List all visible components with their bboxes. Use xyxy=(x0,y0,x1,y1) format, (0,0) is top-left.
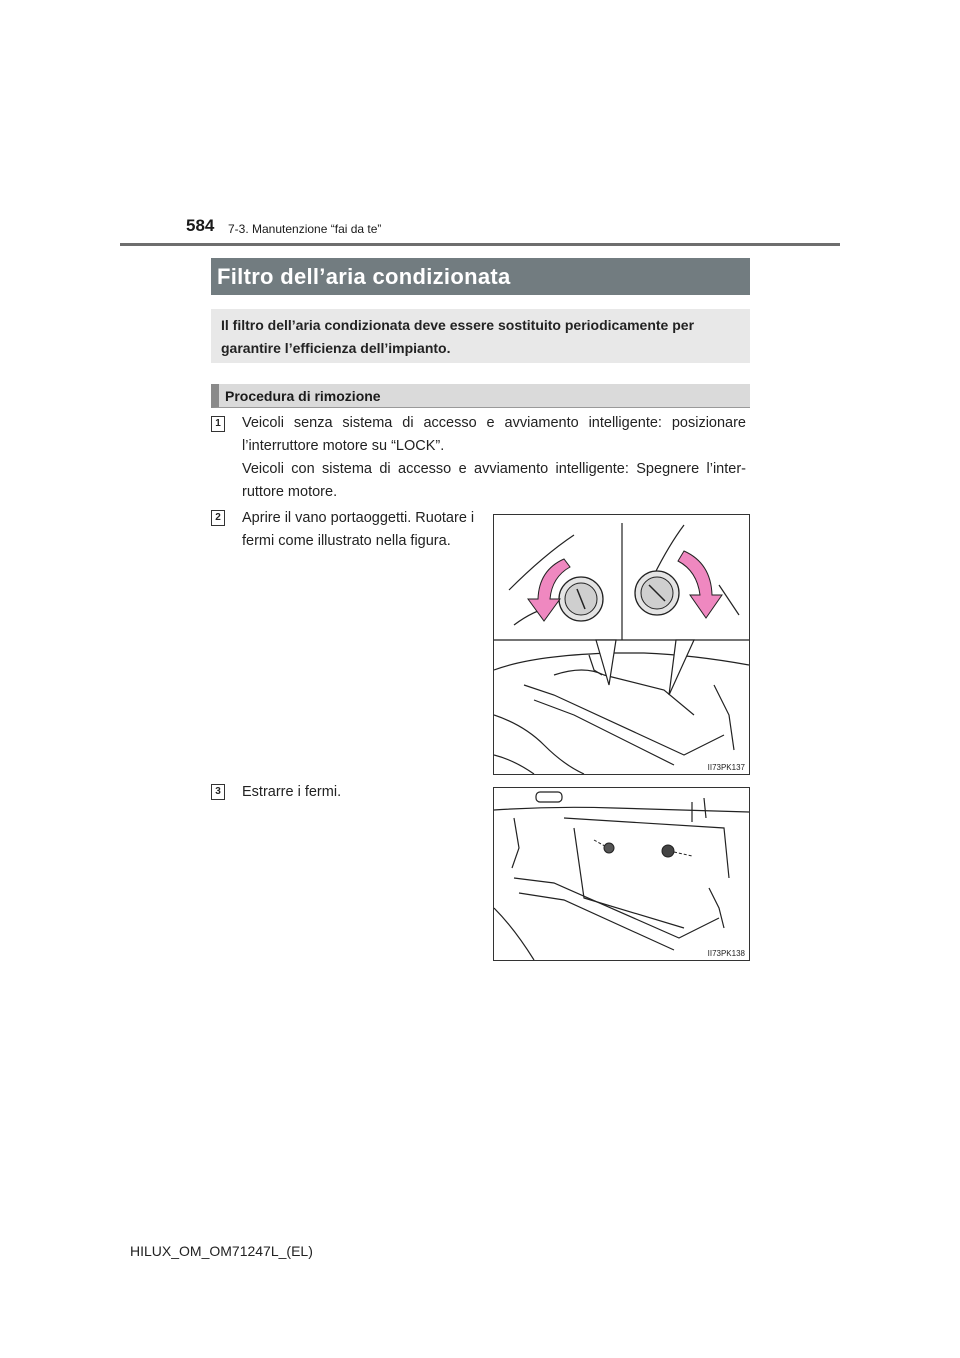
figure-code: II73PK137 xyxy=(707,763,745,772)
document-code: HILUX_OM_OM71247L_(EL) xyxy=(130,1243,313,1259)
step-1-number: 1 xyxy=(211,416,225,432)
page-number: 584 xyxy=(186,216,215,235)
step-2-text: Aprire il vano portaoggetti. Ruotare i fermi come illustrato nella figura. xyxy=(242,510,475,549)
step-3-number: 3 xyxy=(211,784,225,800)
step-1-text-a: Veicoli senza sistema di accesso e avviamento intelligente: posizionare l’interruttore motore su “LOCK”. xyxy=(242,415,746,454)
glovebox-remove-illustration xyxy=(494,788,749,960)
step-1-text-b: Veicoli con sistema di accesso e avviamento intelligente: Spegnere l’inter- ruttore motore. xyxy=(242,461,746,500)
figure-glovebox-remove-clips xyxy=(493,787,750,961)
header-rule xyxy=(120,243,840,246)
subsection-heading: Procedura di rimozione xyxy=(211,384,750,408)
glovebox-rotate-illustration xyxy=(494,515,749,774)
figure-code: II73PK138 xyxy=(707,949,745,958)
section-title: Filtro dell’aria condizionata xyxy=(211,258,750,295)
section-reference: 7-3. Manutenzione “fai da te” xyxy=(228,222,382,236)
step-2-number: 2 xyxy=(211,510,225,526)
step-3-text: Estrarre i fermi. xyxy=(242,784,342,800)
intro-box: Il filtro dell’aria condizionata deve essere sostituito periodicamente per garantire l’efficienza dell’impianto. xyxy=(211,309,750,363)
figure-glovebox-rotate-clips xyxy=(493,514,750,775)
